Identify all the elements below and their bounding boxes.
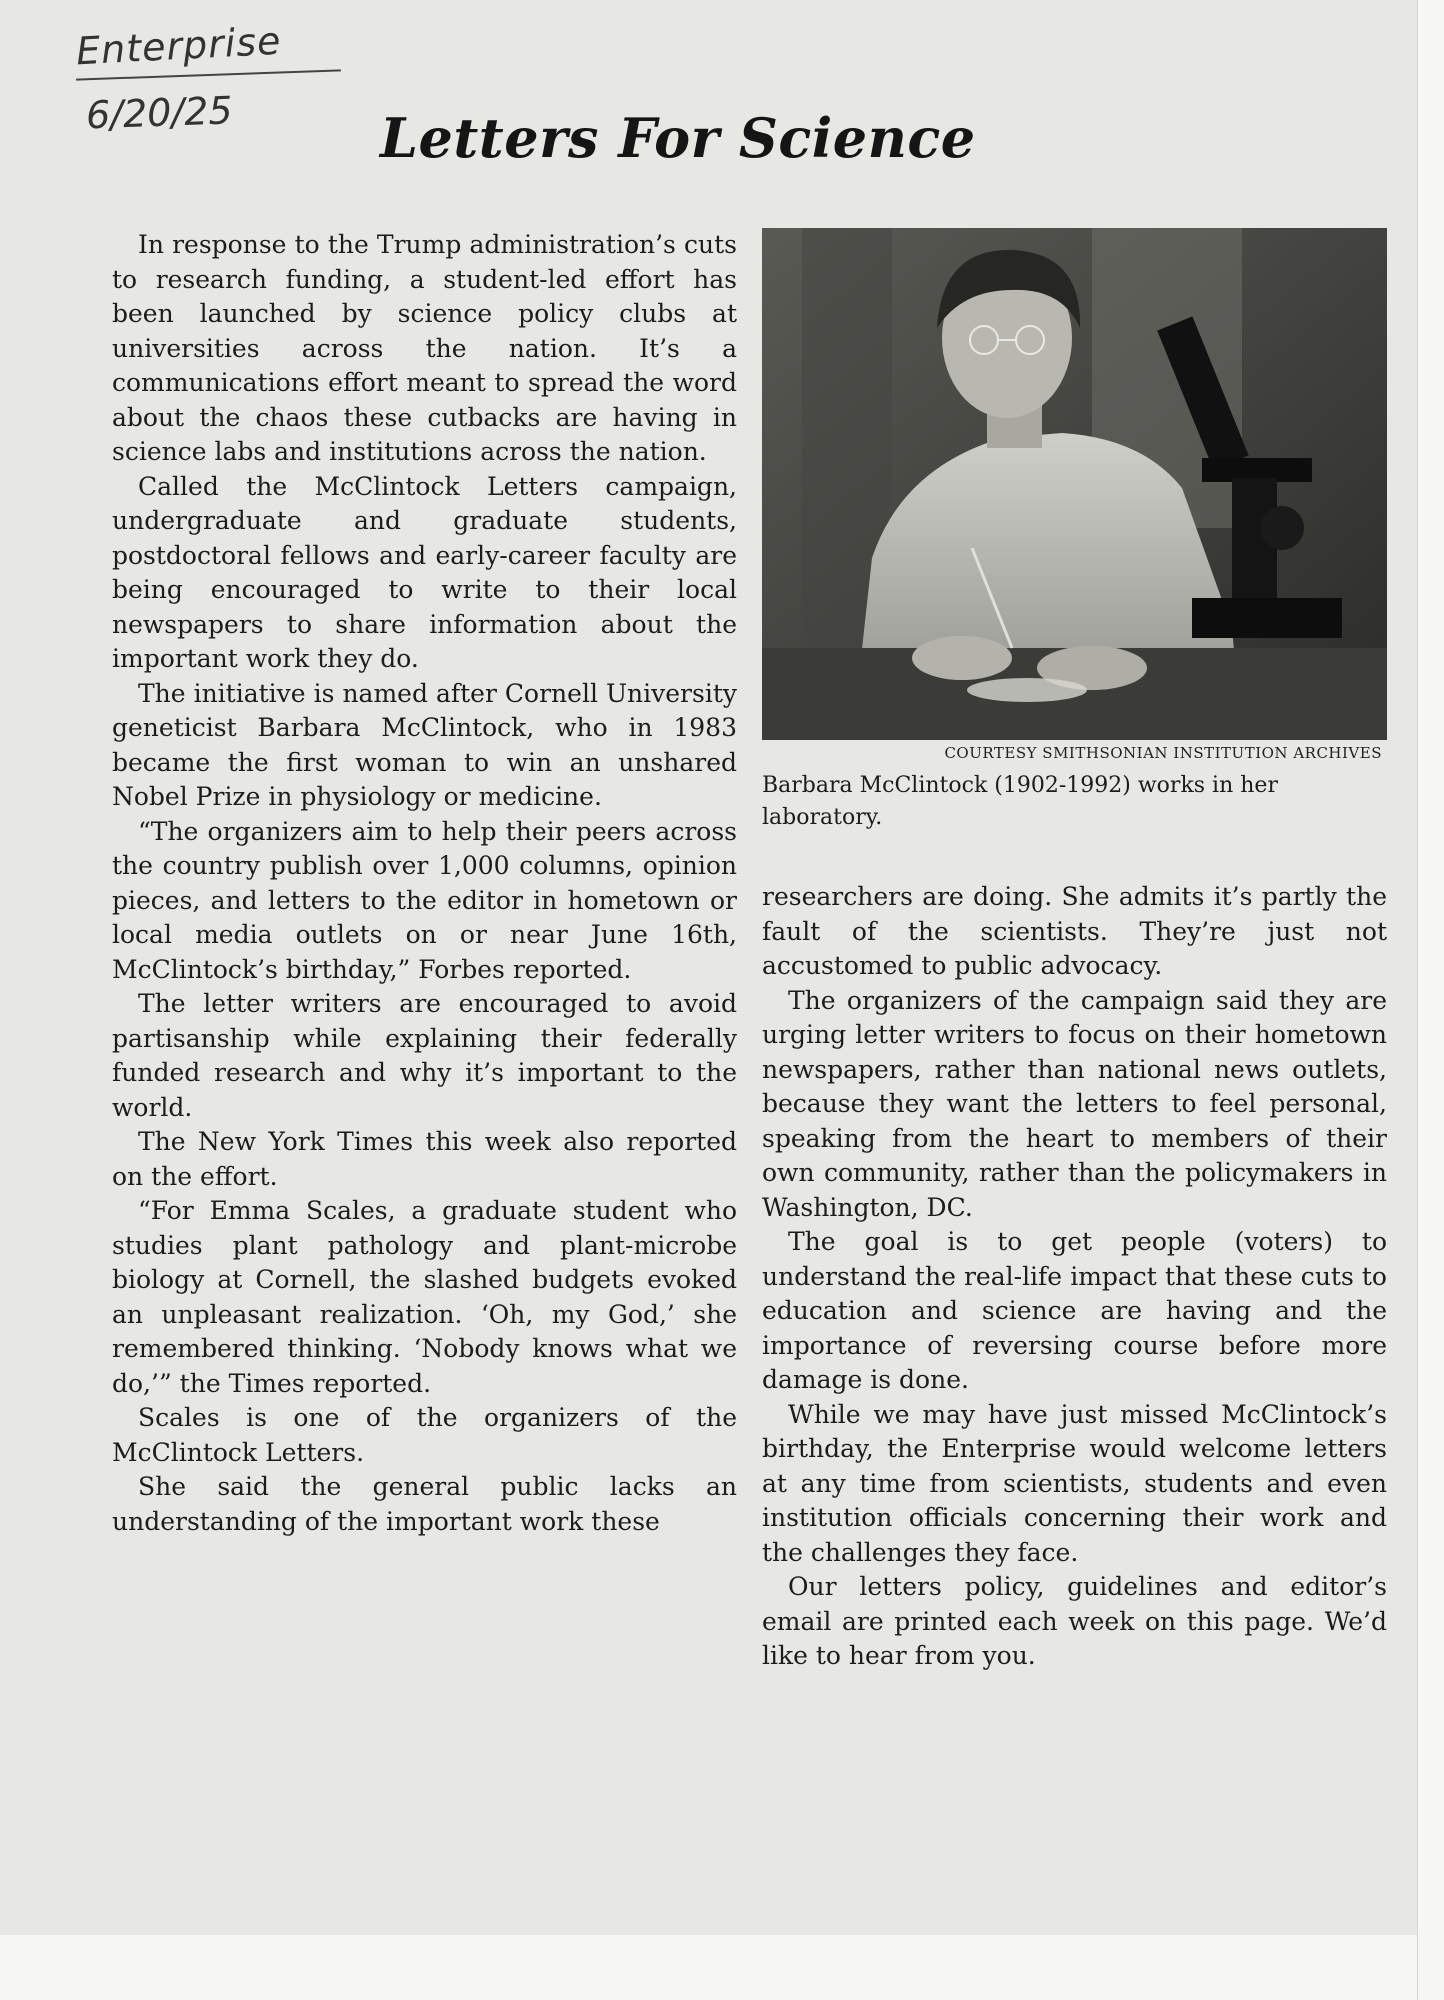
article-paragraph: “The organizers aim to help their peers across the country publish over 1,000 columns, opinion pieces, and letters to the editor in hometown or local media outlets on or near June 16th, McClintock’s birthday,” Forbes reported. — [112, 816, 737, 984]
article-photo — [762, 228, 1387, 740]
handwritten-date: 6/20/25 — [85, 88, 234, 138]
handwritten-notation — [74, 18, 283, 138]
photo-caption: Barbara McClintock (1902-1992) works in her laboratory. — [762, 773, 1278, 830]
photo-illustration — [762, 228, 1387, 740]
article-headline: Letters For Science — [380, 106, 976, 170]
article-paragraph: Called the McClintock Letters campaign, undergraduate and graduate students, postdoctoral fellows and early-career faculty are being encouraged to write to their local newspapers to share information about the important work they do. — [112, 471, 737, 673]
article-paragraph: Our letters policy, guidelines and editor’s email are printed each week on this page. We’d like to hear from you. — [762, 1572, 1387, 1670]
article-paragraph: “For Emma Scales, a graduate student who studies plant pathology and plant-microbe biology at Cornell, the slashed budgets evoked an unpleasant realization. ‘Oh, my God,’ she remembered thinking. ‘Nobody knows what we do,’” the Times reported. — [112, 1196, 737, 1398]
article-paragraph: The goal is to get people (voters) to understand the real-life impact that these cuts to education and science are having and the importance of reversing course before more damage is done. — [762, 1227, 1387, 1394]
article-column-left — [112, 228, 737, 1539]
photo-credit: COURTESY SMITHSONIAN INSTITUTION ARCHIVES — [944, 744, 1382, 762]
article-paragraph: Scales is one of the organizers of the McClintock Letters. — [112, 1403, 737, 1467]
article-paragraph: The letter writers are encouraged to avoid partisanship while explaining their federally funded research and why it’s important to the world. — [112, 989, 737, 1122]
article-paragraph: The organizers of the campaign said they are urging letter writers to focus on their hometown newspapers, rather than national news outlets, because they want the letters to feel personal, speaking from the heart to members of their own community, rather than the policymakers in Washington, DC. — [762, 985, 1387, 1222]
article-paragraph: The New York Times this week also reported on the effort. — [112, 1127, 737, 1191]
scan-margin-right — [1417, 0, 1444, 2000]
article-paragraph: In response to the Trump administration’s cuts to research funding, a student-led effort has been launched by science policy clubs at universities across the nation. It’s a communications effort meant to spread the word about the chaos these cutbacks are having in science labs and institutions across the nation. — [112, 230, 737, 466]
handwritten-publication: Enterprise — [74, 18, 283, 74]
article-paragraph: researchers are doing. She admits it’s partly the fault of the scientists. They’re just not accustomed to public advocacy. — [762, 882, 1387, 980]
scan-margin-bottom — [0, 1935, 1444, 2000]
article-paragraph: The initiative is named after Cornell University geneticist Barbara McClintock, who in 1983 became the first woman to win an unshared Nobel Prize in physiology or medicine. — [112, 678, 737, 811]
article-column-right — [762, 880, 1387, 1674]
article-paragraph: While we may have just missed McClintock’s birthday, the Enterprise would welcome letters at any time from scientists, students and even institution officials concerning their work and the challenges they face. — [762, 1399, 1387, 1567]
article-paragraph: She said the general public lacks an understanding of the important work these — [112, 1472, 737, 1536]
